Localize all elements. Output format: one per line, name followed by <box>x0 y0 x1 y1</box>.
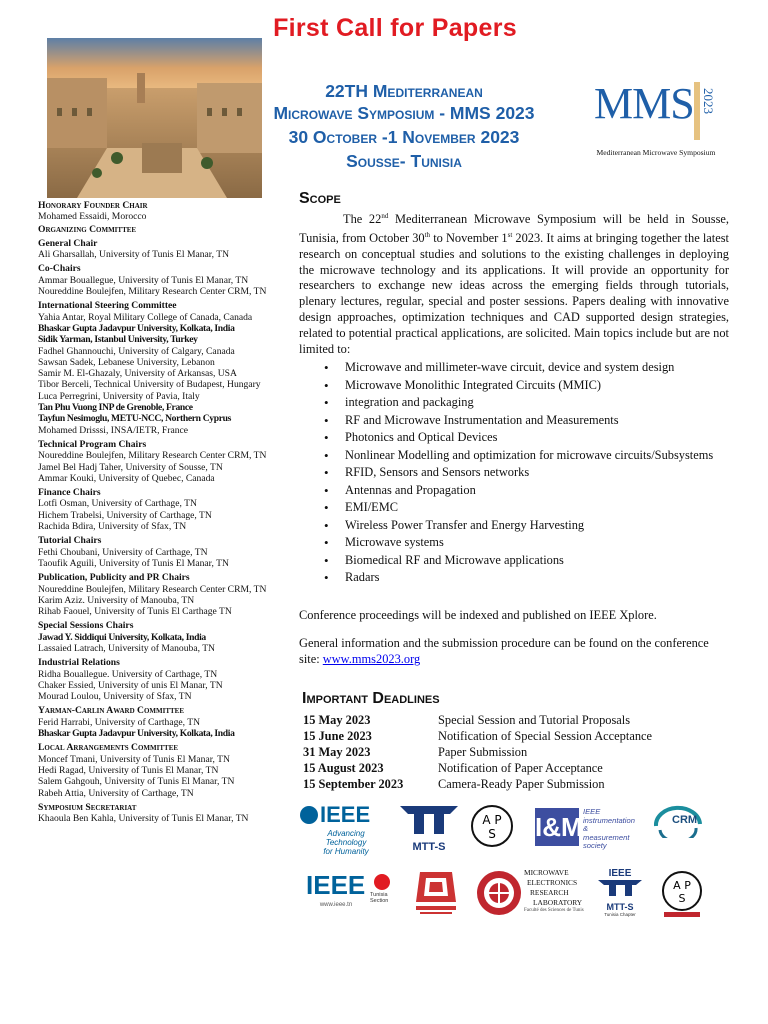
ieee-tagline-1: Advancing Technology <box>325 829 367 847</box>
svg-text:A P: A P <box>673 879 691 892</box>
committee-group <box>38 705 300 739</box>
committee-member: Ridha Bouallegue. University of Carthage, TN <box>38 668 218 680</box>
deadline-row <box>303 745 723 761</box>
svg-text:S: S <box>678 892 686 905</box>
ieee-logo-text: IEEE <box>320 802 371 827</box>
ieee-tunisia-url: www.ieee.tn <box>319 902 353 908</box>
committee-member: Ammar Bouallegue, University of Tunis El Manar, TN <box>38 274 249 286</box>
mel-line: ELECTRONICS <box>527 878 578 887</box>
committee-group <box>38 224 300 235</box>
mel-line: RESEARCH <box>530 888 569 897</box>
committee-member: Tan Phu Vuong INP de Grenoble, France <box>38 402 193 414</box>
committee-member: Ferid Harrabi, University of Carthage, TN <box>38 716 201 728</box>
committee-member: Mourad Loulou, University of Sfax, TN <box>38 691 192 703</box>
topic-item: • EMI/EMC <box>300 500 730 516</box>
location-line: Sousse- Tunisia <box>346 151 462 171</box>
mtts-tunisia-logo <box>594 868 646 916</box>
committee-member: Salem Gahgouh, University of Tunis El Manar, TN <box>38 776 235 788</box>
topic-item: • Wireless Power Transfer and Energy Harvesting <box>300 518 730 534</box>
topic-item: • RF and Microwave Instrumentation and Measurements <box>300 413 730 429</box>
scope-heading: Scope <box>299 190 341 207</box>
committee-role: Publication, Publicity and PR Chairs <box>38 572 190 584</box>
deadline-date: 15 June 2023 <box>303 729 372 743</box>
mel-lines <box>524 868 590 908</box>
committee-member: Taoufik Aguili, University of Tunis El Manar, TN <box>38 557 229 569</box>
committee-role: Local Arrangements Committee <box>38 742 179 754</box>
mms-logo <box>586 78 726 168</box>
committee-member: Mohamed Essaidi, Morocco <box>38 211 147 223</box>
deadline-row <box>303 761 723 777</box>
deadline-date: 15 September 2023 <box>303 777 404 791</box>
committee-role: Technical Program Chairs <box>38 438 147 450</box>
committee-member: Bhaskar Gupta Jadavpur University, Kolkata, India <box>38 728 235 740</box>
deadline-event: Notification of Special Session Acceptance <box>438 729 653 743</box>
committee-role: International Steering Committee <box>38 300 177 312</box>
ims-line-4: society <box>583 841 607 851</box>
committee-role: Tutorial Chairs <box>38 535 102 547</box>
committee-role: Organizing Committee <box>38 223 137 235</box>
deadline-date: 31 May 2023 <box>303 745 371 759</box>
mms-logo-text: MMS <box>594 79 694 128</box>
committee-member: Fethi Choubani, University of Carthage, TN <box>38 546 208 558</box>
committee-member: Noureddine Boulejfen, Military Research Center CRM, TN <box>38 583 267 595</box>
topic-item: • Biomedical RF and Microwave applications <box>300 553 730 569</box>
committee-member: Karim Aziz. University of Manouba, TN <box>38 594 195 606</box>
committee-role: Finance Chairs <box>38 487 101 499</box>
mms-logo-caption: Mediterranean Microwave Symposium <box>596 148 716 157</box>
committee-group <box>38 620 300 654</box>
committee-group <box>38 535 300 569</box>
topic-item: • Microwave Monolithic Integrated Circuits (MMIC) <box>300 378 730 394</box>
committee-group <box>38 200 300 223</box>
committee-column <box>38 200 300 827</box>
committee-member: Hichem Trabelsi, University of Carthage, TN <box>38 509 212 521</box>
mms-logo-year: 2023 <box>701 88 716 114</box>
committee-member: Moncef Tmani, University of Tunis El Manar, TN <box>38 753 230 765</box>
committee-group <box>38 657 300 702</box>
mel-sub: Faculté des Sciences de Tunis <box>524 908 584 913</box>
topic-item: • Microwave and millimeter-wave circuit, device and system design <box>300 360 730 376</box>
topic-item: • RFID, Sensors and Sensors networks <box>300 465 730 481</box>
edition-line <box>245 80 563 102</box>
crm-logo-text: CRM <box>672 814 698 826</box>
committee-member: Luca Perregrini, University of Pavia, Italy <box>38 390 200 402</box>
scope-text <box>299 209 729 357</box>
topic-item: • Photonics and Optical Devices <box>300 430 730 446</box>
committee-group <box>38 263 300 297</box>
deadline-row <box>303 713 723 729</box>
committee-group <box>38 742 300 798</box>
committee-member: Fadhel Ghannouchi, University of Calgary, Canada <box>38 345 235 357</box>
ieee-tagline-2: for Humanity <box>323 847 369 856</box>
committee-role: Symposium Secretariat <box>38 801 137 813</box>
committee-role: Co-Chairs <box>38 263 81 275</box>
deadline-row <box>303 777 723 793</box>
symposium-line: Microwave Symposium - MMS 2023 <box>273 103 535 123</box>
committee-group <box>38 487 300 532</box>
committee-member: Jamel Bel Hadj Taher, University of Sousse, TN <box>38 461 223 473</box>
deadlines-heading: Important Deadlines <box>302 690 440 707</box>
mel-logo <box>524 868 590 918</box>
committee-group <box>38 238 300 261</box>
deadline-event: Notification of Paper Acceptance <box>438 761 603 775</box>
proceedings-note: Conference proceedings will be indexed and published on IEEE Xplore. <box>299 608 657 622</box>
committee-group <box>38 572 300 617</box>
mel-line: LABORATORY <box>533 898 583 907</box>
svg-text:S: S <box>488 827 496 841</box>
committee-role: Special Sessions Chairs <box>38 620 134 632</box>
deadline-date: 15 May 2023 <box>303 713 371 727</box>
committee-group <box>38 300 300 436</box>
topic-item: • Radars <box>300 570 730 586</box>
crm-logo <box>650 804 710 850</box>
committee-member: Sidik Yarman, Istanbul University, Turkey <box>38 334 198 346</box>
committee-member: Noureddine Boulejfen, Military Research Center CRM, TN <box>38 450 267 462</box>
committee-member: Mohamed Drisssi, INSA/IETR, France <box>38 424 189 436</box>
committee-group <box>38 802 300 825</box>
deadline-event: Camera-Ready Paper Submission <box>438 777 605 791</box>
committee-member: Jawad Y. Siddiqui University, Kolkata, India <box>38 631 206 643</box>
sousse-photo <box>47 38 262 198</box>
aps-logo <box>470 804 514 848</box>
topic-item: • Nonlinear Modelling and optimization for microwave circuits/Subsystems <box>300 448 730 464</box>
committee-member: Hedi Ragad, University of Tunis El Manar, TN <box>38 764 219 776</box>
mtts-tunisia-text: MTT-S <box>606 902 634 912</box>
scope-paragraph: The 22nd Mediterranean Microwave Symposium will be held in Sousse, Tunisia, from October 30th to November 1st 2023. It aims at bringing together the latest research on conceptual studies and solutions to the existing challenges in deploying the microwave technology and its applications. It will provide an opportunity for researchers to exchange new ideas across the emerging fields through tutorials, plenary lectures, regular, special and poster sessions. Papers dealing with innovative design approaches, optimization techniques and CAD supported design strategies, related to potential practical applications, are solicited. Main topics include but are not limited to: <box>299 212 729 356</box>
mtts-tunisia-sub: Tunisia Chapter <box>604 912 636 917</box>
committee-member: Chaker Essied, University of unis El Manar, TN <box>38 679 223 691</box>
mel-line: MICROWAVE <box>524 868 569 877</box>
mtts-logo-text: MTT-S <box>412 841 446 853</box>
deadlines-table <box>303 713 723 793</box>
call-title: First Call for Papers <box>273 14 517 42</box>
topic-item: • integration and packaging <box>300 395 730 411</box>
ieee-tunisia-sub: Tunisia Section <box>370 892 389 904</box>
committee-member: Sawsan Sadek, Lebanese University, Lebanon <box>38 356 215 368</box>
ims-line-2: instrumentation <box>583 815 635 825</box>
mtts-logo <box>398 804 460 853</box>
committee-member: Ammar Kouki, University of Quebec, Canada <box>38 472 215 484</box>
general-info <box>299 636 729 668</box>
ims-line-1: IEEE <box>583 807 601 816</box>
committee-member: Khaoula Ben Kahla, University of Tunis El Manar, TN <box>38 813 249 825</box>
university-emblem-logo <box>474 868 524 918</box>
deadline-row <box>303 729 723 745</box>
deadline-event: Special Session and Tutorial Proposals <box>438 713 631 727</box>
university-tunis-logo <box>410 862 462 918</box>
committee-member: Ali Gharsallah, University of Tunis El Manar, TN <box>38 249 230 261</box>
committee-member: Samir M. El-Ghazaly, University of Arkansas, USA <box>38 368 237 380</box>
committee-member: Tibor Berceli, Technical University of Budapest, Hungary <box>38 379 261 391</box>
committee-member: Noureddine Boulejfen, Military Research Center CRM, TN <box>38 286 267 298</box>
aps-tunisia-logo <box>660 870 704 918</box>
committee-group <box>38 439 300 484</box>
committee-member: Lotfi Osman, University of Carthage, TN <box>38 498 197 510</box>
dates-line: 30 October -1 November 2023 <box>288 127 520 147</box>
general-info-text: General information and the submission procedure can be found on the conference site: <box>299 636 709 666</box>
committee-member: Yahia Antar, Royal Military College of Canada, Canada <box>38 311 253 323</box>
committee-role: Industrial Relations <box>38 657 120 669</box>
svg-text:A P: A P <box>482 813 502 827</box>
ims-logo: I&M IEEE instrumentation & measurement society <box>535 807 635 851</box>
edition-text: 22TH Mediterranean <box>325 81 483 101</box>
ieee-tunisia-text: IEEE <box>306 870 366 900</box>
deadline-event: Paper Submission <box>438 745 528 759</box>
ims-line-3: & measurement <box>583 824 630 842</box>
mtts-tunisia-ieee: IEEE <box>608 868 632 879</box>
conference-site-link[interactable]: www.mms2023.org <box>322 651 421 666</box>
ieee-tunisia-logo <box>306 870 402 910</box>
committee-member: Lassaied Latrach, University of Manouba, TN <box>38 642 215 654</box>
committee-member: Rachida Bdira, University of Sfax, TN <box>38 521 187 533</box>
topic-item: • Antennas and Propagation <box>300 483 730 499</box>
topic-item: • Microwave systems <box>300 535 730 551</box>
committee-role: Honorary Founder Chair <box>38 200 148 211</box>
committee-role: General Chair <box>38 237 98 249</box>
topics-list <box>300 360 730 588</box>
committee-role: Yarman-Carlin Award Committee <box>38 705 185 717</box>
committee-member: Rihab Faouel, University of Tunis El Carthage TN <box>38 606 232 618</box>
committee-member: Tayfun Nesimoglu, METU-NCC, Northern Cyprus <box>38 413 232 425</box>
committee-member: Bhaskar Gupta Jadavpur University, Kolkata, India <box>38 322 235 334</box>
committee-member: Rabeh Attia, University of Carthage, TN <box>38 787 194 799</box>
ieee-logo <box>300 804 382 854</box>
deadline-date: 15 August 2023 <box>303 761 384 775</box>
